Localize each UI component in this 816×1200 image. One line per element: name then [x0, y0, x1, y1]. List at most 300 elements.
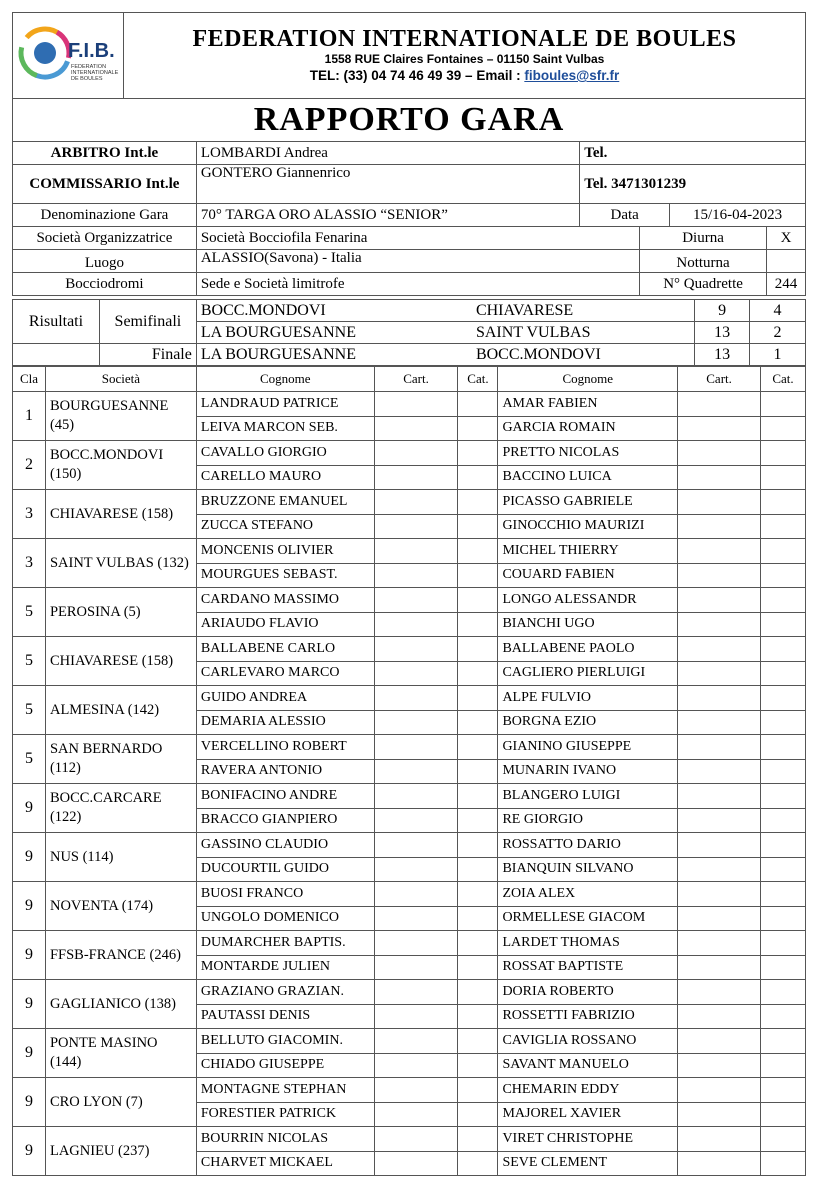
table-row [13, 882, 806, 907]
cat-cell [458, 1127, 498, 1152]
card-cell [374, 955, 458, 980]
rank-cell: 3 [13, 490, 46, 539]
player-name: LONGO ALESSANDR [498, 588, 678, 613]
table-row [13, 980, 806, 1005]
cat-cell [761, 808, 806, 833]
cat-cell [761, 1004, 806, 1029]
cat-cell [761, 490, 806, 515]
team-cell: SAINT VULBAS (132) [45, 539, 196, 588]
card-cell [374, 1053, 458, 1078]
report-page [12, 12, 806, 1176]
col-cart-1: Cart. [374, 367, 458, 392]
rank-cell: 9 [13, 980, 46, 1029]
player-name: LANDRAUD PATRICE [196, 392, 374, 417]
cat-cell [761, 1127, 806, 1152]
card-cell [678, 637, 761, 662]
arbitro-label: ARBITRO Int.le [13, 142, 197, 165]
final-team1: LA BOURGUESANNE [196, 344, 472, 366]
cat-cell [761, 686, 806, 711]
rank-cell: 5 [13, 735, 46, 784]
player-name: MUNARIN IVANO [498, 759, 678, 784]
player-name: ROSSETTI FABRIZIO [498, 1004, 678, 1029]
player-name: MAJOREL XAVIER [498, 1102, 678, 1127]
gara-value: 70° TARGA ORO ALASSIO “SENIOR” [196, 204, 579, 227]
societa-value: Società Bocciofila Fenarina [196, 227, 639, 250]
cat-cell [458, 661, 498, 686]
card-cell [678, 588, 761, 613]
card-cell [678, 1102, 761, 1127]
card-cell [374, 1004, 458, 1029]
table-row [13, 735, 806, 760]
cat-cell [458, 1053, 498, 1078]
card-cell [374, 1029, 458, 1054]
table-row [13, 1029, 806, 1054]
player-name: BELLUTO GIACOMIN. [196, 1029, 374, 1054]
player-name: CHEMARIN EDDY [498, 1078, 678, 1103]
team-cell: BOURGUESANNE (45) [45, 392, 196, 441]
card-cell [678, 735, 761, 760]
cat-cell [761, 759, 806, 784]
player-name: SEVE CLEMENT [498, 1151, 678, 1176]
svg-text:DE BOULES: DE BOULES [71, 76, 103, 82]
player-name: MONCENIS OLIVIER [196, 539, 374, 564]
quadrette-value: 244 [766, 273, 805, 296]
cat-cell [761, 416, 806, 441]
card-cell [678, 759, 761, 784]
cat-cell [761, 392, 806, 417]
cat-cell [458, 857, 498, 882]
cat-cell [458, 686, 498, 711]
table-row [13, 637, 806, 662]
card-cell [678, 514, 761, 539]
card-cell [374, 980, 458, 1005]
cat-cell [761, 539, 806, 564]
player-name: BALLABENE CARLO [196, 637, 374, 662]
email-link[interactable]: fiboules@sfr.fr [524, 68, 620, 83]
cat-cell [458, 416, 498, 441]
gara-label: Denominazione Gara [13, 204, 197, 227]
card-cell [374, 931, 458, 956]
col-cognome-1: Cognome [196, 367, 374, 392]
card-cell [374, 490, 458, 515]
cat-cell [458, 833, 498, 858]
player-name: GASSINO CLAUDIO [196, 833, 374, 858]
player-name: CARELLO MAURO [196, 465, 374, 490]
cat-cell [458, 539, 498, 564]
cat-cell [458, 1029, 498, 1054]
cat-cell [458, 882, 498, 907]
card-cell [374, 784, 458, 809]
risultati-blank [13, 344, 100, 366]
team-cell: NOVENTA (174) [45, 882, 196, 931]
rank-cell: 5 [13, 637, 46, 686]
card-cell [374, 441, 458, 466]
cat-cell [761, 637, 806, 662]
card-cell [374, 1127, 458, 1152]
cat-cell [761, 514, 806, 539]
cat-cell [761, 588, 806, 613]
semi1-score2: 4 [750, 300, 806, 322]
card-cell [374, 539, 458, 564]
cat-cell [458, 612, 498, 637]
cat-cell [458, 1078, 498, 1103]
cat-cell [458, 735, 498, 760]
player-name: MICHEL THIERRY [498, 539, 678, 564]
cat-cell [761, 441, 806, 466]
player-name: FORESTIER PATRICK [196, 1102, 374, 1127]
player-name: BRUZZONE EMANUEL [196, 490, 374, 515]
bocciodromi-value: Sede e Società limitrofe [196, 273, 639, 296]
luogo-label: Luogo [13, 250, 197, 273]
card-cell [374, 1102, 458, 1127]
cat-cell [761, 465, 806, 490]
player-name: GINOCCHIO MAURIZI [498, 514, 678, 539]
player-name: VERCELLINO ROBERT [196, 735, 374, 760]
card-cell [678, 1078, 761, 1103]
semi2-score2: 2 [750, 322, 806, 344]
player-name: VIRET CHRISTOPHE [498, 1127, 678, 1152]
card-cell [678, 661, 761, 686]
card-cell [374, 882, 458, 907]
card-cell [678, 392, 761, 417]
card-cell [678, 955, 761, 980]
cat-cell [458, 906, 498, 931]
card-cell [678, 539, 761, 564]
card-cell [678, 980, 761, 1005]
cat-cell [458, 563, 498, 588]
player-name: UNGOLO DOMENICO [196, 906, 374, 931]
org-name: FEDERATION INTERNATIONALE DE BOULES [192, 26, 737, 52]
player-name: GARCIA ROMAIN [498, 416, 678, 441]
card-cell [374, 612, 458, 637]
table-row [13, 1078, 806, 1103]
player-name: BRACCO GIANPIERO [196, 808, 374, 833]
org-tel [124, 67, 805, 85]
team-cell: PEROSINA (5) [45, 588, 196, 637]
commissario-value: GONTERO Giannenrico [196, 165, 579, 204]
rank-cell: 5 [13, 686, 46, 735]
cat-cell [458, 710, 498, 735]
team-cell: BOCC.MONDOVI (150) [45, 441, 196, 490]
luogo-value: ALASSIO(Savona) - Italia [196, 250, 639, 273]
player-name: CAVIGLIA ROSSANO [498, 1029, 678, 1054]
table-header [13, 367, 806, 392]
card-cell [374, 710, 458, 735]
player-name: CHARVET MICKAEL [196, 1151, 374, 1176]
player-name: MOURGUES SEBAST. [196, 563, 374, 588]
player-name: ALPE FULVIO [498, 686, 678, 711]
player-name: BACCINO LUICA [498, 465, 678, 490]
rank-cell: 9 [13, 784, 46, 833]
bocciodromi-label: Bocciodromi [13, 273, 197, 296]
cat-cell [761, 735, 806, 760]
cat-cell [761, 1029, 806, 1054]
cat-cell [761, 906, 806, 931]
card-cell [374, 465, 458, 490]
title-box [12, 98, 806, 142]
card-cell [374, 1151, 458, 1176]
card-cell [678, 416, 761, 441]
player-name: ORMELLESE GIACOM [498, 906, 678, 931]
player-name: SAVANT MANUELO [498, 1053, 678, 1078]
cat-cell [761, 1151, 806, 1176]
card-cell [678, 612, 761, 637]
cat-cell [458, 392, 498, 417]
team-cell: CRO LYON (7) [45, 1078, 196, 1127]
table-row [13, 441, 806, 466]
notturna-label: Notturna [640, 250, 767, 273]
player-name: CAGLIERO PIERLUIGI [498, 661, 678, 686]
team-cell: NUS (114) [45, 833, 196, 882]
cat-cell [458, 808, 498, 833]
card-cell [678, 1151, 761, 1176]
player-name: LARDET THOMAS [498, 931, 678, 956]
player-name: AMAR FABIEN [498, 392, 678, 417]
team-cell: FFSB-FRANCE (246) [45, 931, 196, 980]
player-name: ROSSATTO DARIO [498, 833, 678, 858]
players-table [12, 366, 806, 1176]
player-name: ARIAUDO FLAVIO [196, 612, 374, 637]
card-cell [678, 1004, 761, 1029]
player-name: BONIFACINO ANDRE [196, 784, 374, 809]
table-row [13, 1127, 806, 1152]
player-name: GUIDO ANDREA [196, 686, 374, 711]
card-cell [678, 906, 761, 931]
fib-logo [13, 13, 124, 99]
card-cell [374, 808, 458, 833]
player-name: DEMARIA ALESSIO [196, 710, 374, 735]
team-cell: CHIAVARESE (158) [45, 490, 196, 539]
table-row [13, 490, 806, 515]
table-row [13, 588, 806, 613]
cat-cell [458, 465, 498, 490]
societa-label: Società Organizzatrice [13, 227, 197, 250]
table-row [13, 931, 806, 956]
team-cell: SAN BERNARDO (112) [45, 735, 196, 784]
cat-cell [458, 588, 498, 613]
player-name: DUMARCHER BAPTIS. [196, 931, 374, 956]
player-name: RE GIORGIO [498, 808, 678, 833]
table-row [13, 784, 806, 809]
card-cell [374, 416, 458, 441]
semi1-team2: CHIAVARESE [472, 300, 695, 322]
cat-cell [458, 637, 498, 662]
org-contact [124, 13, 806, 99]
semi2-score1: 13 [695, 322, 750, 344]
tel-text: TEL: (33) 04 74 46 49 39 – Email : [309, 68, 525, 83]
report-title: RAPPORTO GARA [13, 99, 806, 142]
card-cell [374, 906, 458, 931]
cat-cell [458, 784, 498, 809]
card-cell [678, 784, 761, 809]
table-row [13, 833, 806, 858]
card-cell [374, 735, 458, 760]
team-cell: GAGLIANICO (138) [45, 980, 196, 1029]
card-cell [678, 490, 761, 515]
cat-cell [761, 980, 806, 1005]
commissario-label: COMMISSARIO Int.le [13, 165, 197, 204]
card-cell [374, 833, 458, 858]
cat-cell [458, 980, 498, 1005]
player-name: CARLEVARO MARCO [196, 661, 374, 686]
card-cell [374, 661, 458, 686]
cat-cell [761, 1102, 806, 1127]
diurna-value: X [766, 227, 805, 250]
card-cell [678, 833, 761, 858]
finale-label: Finale [99, 344, 196, 366]
player-name: GIANINO GIUSEPPE [498, 735, 678, 760]
cat-cell [761, 661, 806, 686]
arbitro-tel-label: Tel. [580, 142, 806, 165]
player-name: CARDANO MASSIMO [196, 588, 374, 613]
diurna-label: Diurna [640, 227, 767, 250]
player-name: PRETTO NICOLAS [498, 441, 678, 466]
arbitro-value: LOMBARDI Andrea [196, 142, 579, 165]
player-name: ROSSAT BAPTISTE [498, 955, 678, 980]
player-name: PICASSO GABRIELE [498, 490, 678, 515]
semi2-team1: LA BOURGUESANNE [196, 322, 472, 344]
card-cell [374, 1078, 458, 1103]
card-cell [374, 588, 458, 613]
results-table [12, 299, 806, 366]
cat-cell [458, 955, 498, 980]
player-name: BIANQUIN SILVANO [498, 857, 678, 882]
player-name: BUOSI FRANCO [196, 882, 374, 907]
final-score2: 1 [750, 344, 806, 366]
card-cell [678, 857, 761, 882]
player-name: GRAZIANO GRAZIAN. [196, 980, 374, 1005]
card-cell [678, 1029, 761, 1054]
player-name: BOURRIN NICOLAS [196, 1127, 374, 1152]
rank-cell: 9 [13, 931, 46, 980]
cat-cell [761, 710, 806, 735]
rank-cell: 9 [13, 833, 46, 882]
data-label: Data [580, 204, 670, 227]
final-score1: 13 [695, 344, 750, 366]
player-name: ZUCCA STEFANO [196, 514, 374, 539]
quadrette-label: N° Quadrette [640, 273, 767, 296]
card-cell [374, 686, 458, 711]
semi1-team1: BOCC.MONDOVI [196, 300, 472, 322]
card-cell [678, 1127, 761, 1152]
semi2-team2: SAINT VULBAS [472, 322, 695, 344]
player-name: PAUTASSI DENIS [196, 1004, 374, 1029]
card-cell [678, 441, 761, 466]
cat-cell [761, 955, 806, 980]
card-cell [678, 931, 761, 956]
player-name: BALLABENE PAOLO [498, 637, 678, 662]
svg-text:INTERNATIONALE: INTERNATIONALE [71, 70, 119, 76]
card-cell [678, 563, 761, 588]
player-name: MONTAGNE STEPHAN [196, 1078, 374, 1103]
notturna-value [766, 250, 805, 273]
cat-cell [761, 833, 806, 858]
card-cell [678, 465, 761, 490]
cat-cell [761, 931, 806, 956]
cat-cell [458, 1151, 498, 1176]
org-address: 1558 RUE Claires Fontaines – 01150 Saint Vulbas [324, 52, 605, 66]
card-cell [678, 710, 761, 735]
card-cell [678, 882, 761, 907]
rank-cell: 3 [13, 539, 46, 588]
rank-cell: 9 [13, 1078, 46, 1127]
card-cell [374, 759, 458, 784]
player-name: BLANGERO LUIGI [498, 784, 678, 809]
player-name: COUARD FABIEN [498, 563, 678, 588]
cat-cell [761, 857, 806, 882]
cat-cell [458, 1102, 498, 1127]
rank-cell: 2 [13, 441, 46, 490]
cat-cell [761, 1053, 806, 1078]
table-row [13, 539, 806, 564]
cat-cell [761, 563, 806, 588]
risultati-label: Risultati [13, 300, 100, 344]
card-cell [374, 514, 458, 539]
fib-logo-icon [13, 13, 123, 93]
cat-cell [458, 490, 498, 515]
commissario-tel: Tel. 3471301239 [580, 165, 806, 204]
col-cart-2: Cart. [678, 367, 761, 392]
cat-cell [458, 514, 498, 539]
cat-cell [458, 759, 498, 784]
teams-body [13, 392, 806, 1176]
table-row [13, 392, 806, 417]
card-cell [374, 857, 458, 882]
col-cat-2: Cat. [761, 367, 806, 392]
rank-cell: 9 [13, 1029, 46, 1078]
col-cla: Cla [13, 367, 46, 392]
col-societa: Società [45, 367, 196, 392]
card-cell [678, 1053, 761, 1078]
cat-cell [761, 784, 806, 809]
player-name: LEIVA MARCON SEB. [196, 416, 374, 441]
rank-cell: 9 [13, 1127, 46, 1176]
cat-cell [761, 612, 806, 637]
rank-cell: 5 [13, 588, 46, 637]
col-cognome-2: Cognome [498, 367, 678, 392]
card-cell [678, 686, 761, 711]
semi1-score1: 9 [695, 300, 750, 322]
cat-cell [761, 1078, 806, 1103]
player-name: CHIADO GIUSEPPE [196, 1053, 374, 1078]
card-cell [678, 808, 761, 833]
player-name: DORIA ROBERTO [498, 980, 678, 1005]
cat-cell [761, 882, 806, 907]
rank-cell: 1 [13, 392, 46, 441]
cat-cell [458, 931, 498, 956]
cat-cell [458, 441, 498, 466]
table-row [13, 686, 806, 711]
col-cat-1: Cat. [458, 367, 498, 392]
player-name: CAVALLO GIORGIO [196, 441, 374, 466]
player-name: BIANCHI UGO [498, 612, 678, 637]
player-name: MONTARDE JULIEN [196, 955, 374, 980]
svg-text:F.I.B.: F.I.B. [68, 40, 115, 62]
semifinali-label: Semifinali [99, 300, 196, 344]
svg-text:FEDERATION: FEDERATION [71, 64, 107, 70]
data-value: 15/16-04-2023 [670, 204, 806, 227]
player-name: BORGNA EZIO [498, 710, 678, 735]
card-cell [374, 392, 458, 417]
player-name: DUCOURTIL GUIDO [196, 857, 374, 882]
team-cell: PONTE MASINO (144) [45, 1029, 196, 1078]
player-name: RAVERA ANTONIO [196, 759, 374, 784]
team-cell: BOCC.CARCARE (122) [45, 784, 196, 833]
letterhead [12, 12, 806, 99]
team-cell: LAGNIEU (237) [45, 1127, 196, 1176]
rank-cell: 9 [13, 882, 46, 931]
card-cell [374, 637, 458, 662]
